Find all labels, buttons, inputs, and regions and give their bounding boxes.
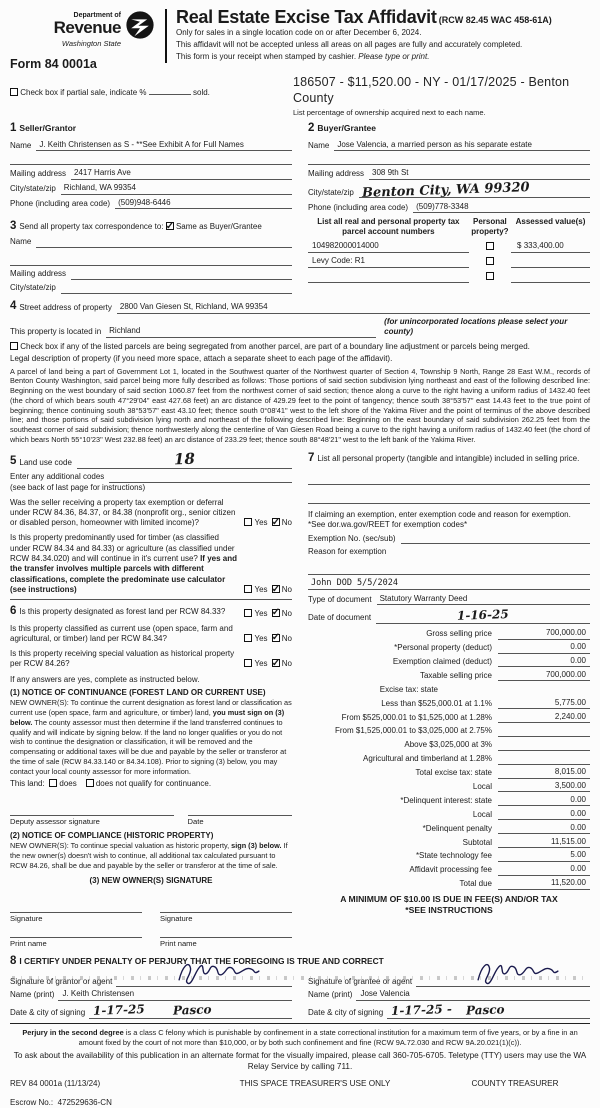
segregated-checkbox: [10, 342, 18, 350]
q-currentuse-yes-checkbox: [244, 634, 252, 642]
owner2-signature-field: [160, 899, 292, 913]
street-address-field: 2800 Van Giesen St, Richland, WA 99354: [117, 302, 590, 313]
personal-property-line1: [308, 475, 590, 485]
form-number: Form 84 0001a: [10, 56, 97, 71]
timber-agriculture-question: Is this property predominantly used for timber (as classified under RCW 84.34 and 84.33) or agriculture (as classified under RCW 84.34.020) and will continue in it's current use? If yes and the transfer involves multiple parcels with different classifications, complete the predominate use calculator (see instructions) Yes ✓ No: [10, 533, 292, 595]
deputy-assessor-signature-field: [10, 802, 174, 816]
legal-description: A parcel of land being a part of Government Lot 1, located in the Southwest quarter of the Northwest quarter of Section 4, Township 9 North, Range 28 East W.M., records of Benton County Washington, said parcel being more fully described as follows: Those portions of said section subdivision lying northeast and east of the following described line: Beginning on the west boundary of said section 1060.87 feet from the northwest corner of said section; thence along a curve to the right having a uniform radius of 1432.40 feet (the chord of which bears south 47°29'04" east 427.68 feet) an arc distance of 429.29 feet to the point of tangency; thence south 38°53'57" east 14.43 feet to the true point of beginning; thence continuing south 38°53'57" east 43.10 feet; thence south 0°08'41" west to the left shore of the Yakima River and the point of terminus of the above described line; and those portions of said subdivision lying north and northeast of the following described line: Beginning on the east boundary of said subdivision 262.25 feet from the southeast corner of said subdivision; thence northwesterly along the centerline of Van Giesen Road being a curve to the right having a uniform radius of 1432.40 feet (the chord of which bears North 55°10'23" West 232.88 feet) an arc distance of 233.29 feet; thence south 88°48'21" west to the left bank of the Yakima River.: [10, 366, 590, 445]
q-timber-no-checkbox: [272, 585, 280, 593]
located-in-field: Richland: [106, 326, 376, 337]
exemption-no-field: [401, 534, 590, 544]
fin-row: Taxable selling price 700,000.00: [308, 667, 590, 681]
notice1-title: (1) NOTICE OF CONTINUANCE (FOREST LAND OR CURRENT USE): [10, 687, 266, 697]
county-note: (for unincorporated locations please select your county): [384, 317, 568, 337]
corr-name2-field: [10, 256, 292, 266]
agency-name: Revenue: [53, 18, 121, 38]
scan-artifact: [12, 976, 588, 980]
fin-row: Subtotal 11,515.00: [308, 834, 590, 848]
personal-property-col-header: Personal property?: [471, 217, 509, 237]
section-correspondence: 3 Send all property tax correspondence to: ✓ Same as Buyer/Grantee Name Mailing address City/state/zip: [10, 217, 292, 294]
exemption-note: If claiming an exemption, enter exemption code and reason for exemption. *See dor.wa.gov/REET for exemption codes*: [308, 509, 571, 530]
buyer-name-field: Jose Valencia, a married person as his separate estate: [334, 140, 590, 151]
section-seller: 1 Seller/Grantor Name J. Keith Christensen as S - **See Exhibit A for Full Names Mailing address 2417 Harris Ave City/state/zip Richland, WA 99354 Phone (including area code) (509)948-6446: [10, 121, 292, 213]
seller-heading: Seller/Grantor: [19, 123, 77, 134]
fin-row: From $1,525,000.01 to $3,025,000 at 2.75%: [308, 723, 590, 737]
buyer-heading: Buyer/Grantee: [317, 123, 376, 134]
header-line3: This form is your receipt when stamped by cashier. Please type or print.: [176, 51, 430, 61]
q-currentuse-no-checkbox: [272, 634, 280, 642]
q-historical-no-checkbox: [272, 659, 280, 667]
corr-name-field: [36, 238, 292, 248]
new-owners-signature-title: (3) NEW OWNER(S) SIGNATURE: [89, 876, 213, 886]
forest-land-question: 6 Is this property designated as forest land per RCW 84.33? Yes ✓ No: [10, 604, 292, 619]
seller-city-field: Richland, WA 99354: [61, 183, 292, 194]
buyer-phone-field: (509)778-3348: [413, 202, 590, 213]
grantor-city-handwriting: Pasco: [172, 1002, 212, 1019]
buyer-city-handwriting: Benton City, WA 99320: [361, 179, 530, 201]
county-treasurer-label: COUNTY TREASURER: [471, 1079, 559, 1089]
additional-codes-field: [109, 473, 292, 483]
section-buyer: 2 Buyer/Grantee Name Jose Valencia, a married person as his separate estate Mailing address 308 9th St City/state/zip Benton City, WA 99320 Phone (including area code) (509)778-3348: [308, 121, 590, 213]
left-column: 5 Land use code 18 Enter any additional codes (see back of last page for instructions) Was the seller receiving a property tax exemption or deferral under RCW 84.36, 84.37, or 84.38 (nonprofit org., senior citizen or disabled person, homeowner with limited income)? Yes ✓ No Is this property predominantly used for timber (as classified under RCW 84.34 and 84.33) or agriculture (as classified under RCW 84.34.020) and will continue in it's current use? If yes and the transfer involves multiple parcels with different classifications, complete the predominate use calculator (see instructions) Yes ✓ No 6 Is this property designated as forest land per RCW 84.33? Yes ✓ No Is this property classified as current use (open space, farm and agricultural, or timber) land per RCW 84.34? Yes ✓ No Is this property receiving special valuation as historical property per RCW 84.26? Yes ✓ No If any answers are yes, complete as instructed below. (1) NOTICE OF CONTINUANCE (FOREST LAND OR CURRENT USE) NEW OWNER(S): To continue the current designation as forest land or classification as current use (open space, farm and agriculture, or timber) land, you must sign on (3) below. The county assessor must then determine if the land transferred continues to qualify and will indicate by signing below. If the land no longer qualifies or you do not wish to continue the designation or classification, it will be removed and the compensating or additional taxes will be due and payable by the seller or transferor at the time of sale (RCW 84.33.140 or 84.34.108). Prior to signing (3) below, you may contact your local county assessor for more information. This land: does does not qualify for continuance. Deputy assessor signature Date (2) NOTICE OF COMPLIANCE (HISTORIC PROPERTY) NEW OWNER(S): To continue special valuation as historic property, sign (3) below. If the new owner(s) doesn't wish to continue, all additional tax calculated pursuant to RCW 84.26, shall be due and payable by the seller or transferor at the time of sale. (3) NEW OWNER(S) SIGNATURE Signature Signature Print name Print name: [10, 451, 292, 949]
reason-for-exemption-label: Reason for exemption: [308, 547, 387, 557]
fin-row: *State technology fee 5.00: [308, 848, 590, 862]
assessor-date-field: [188, 802, 292, 816]
owner1-printname-field: [10, 928, 142, 938]
owner-printname-row: Print name Print name: [10, 928, 292, 949]
q-historical-yes-checkbox: [244, 659, 252, 667]
fin-row: Affidavit processing fee 0.00: [308, 862, 590, 876]
fin-row: Less than $525,000.01 at 1.1% 5,775.00: [308, 695, 590, 709]
legal-description-label: Legal description of property (if you need more space, attach a separate sheet to each page of the affidavit).: [10, 354, 393, 364]
buyer-name2-field: [308, 155, 590, 165]
agency-top-label: Department of: [73, 12, 121, 19]
land-qualify-line: This land: does does not qualify for continuance.: [10, 779, 212, 789]
parcel-col-header: List all real and personal property tax parcel account numbers: [317, 217, 460, 237]
partial-sale-line: Check box if partial sale, indicate % sold.: [10, 74, 265, 117]
perjury-note: Perjury in the second degree is a class C felony which is punishable by confinement in a state correctional institution for a maximum term of five years, or by a fine in an amount fixed by the court of not more than $10,000, or by both such confinement and fine (RCW 9A.72.030 and RCW 9A.20.021(1)(c)).: [22, 1027, 578, 1047]
land-does-checkbox: [49, 779, 57, 787]
grantor-date-handwriting: 1-17-25: [92, 1002, 146, 1019]
assessed-value-col-header: Assessed value(s): [515, 217, 586, 227]
seller-phone-field: (509)948-6446: [115, 198, 292, 209]
fin-row: Above $3,025,000 at 3%: [308, 737, 590, 751]
doc-date-field: [376, 607, 590, 624]
doc-type-field: Statutory Warranty Deed: [377, 594, 590, 605]
additional-codes-note: (see back of last page for instructions): [10, 482, 146, 492]
owner2-printname-field: [160, 928, 292, 938]
q-forest-yes-checkbox: [244, 609, 252, 617]
reason-line2: John DOD 5/5/2024: [308, 578, 590, 590]
fin-row: Gross selling price 700,000.00: [308, 626, 590, 640]
parcel-1-personal-checkbox: [486, 257, 494, 265]
parcel-table: [308, 217, 590, 294]
see-instructions-note: *SEE INSTRUCTIONS: [405, 904, 493, 915]
buyer-city-field: [359, 179, 590, 201]
cashier-stamp: 186507 - $11,520.00 - NY - 01/17/2025 - Benton County: [293, 75, 570, 106]
grantor-date-field: [89, 1002, 292, 1019]
fin-row: Total excise tax: state 8,015.00: [308, 765, 590, 779]
grantee-date-handwriting: 1-17-25 -: [390, 1002, 453, 1019]
grantee-signature: [468, 959, 568, 988]
corr-mailing-field: [71, 270, 292, 280]
historical-question: Is this property receiving special valuation as historical property per RCW 84.26? Yes ✓ No: [10, 649, 292, 670]
personal-property-label: List all personal property (tangible and intangible) included in selling price.: [317, 453, 580, 463]
personal-property-line2: [308, 494, 590, 504]
fin-row: Excise tax: state: [379, 684, 438, 694]
seller-mailing-field: 2417 Harris Ave: [71, 168, 292, 179]
partial-sale-percent-field: [149, 85, 191, 95]
parcel-row: 104982000014000 $ 333,400.00: [308, 238, 590, 253]
notice1-body: NEW OWNER(S): To continue the current designation as forest land or classification as current use (open space, farm and agriculture, or timber) land, you must sign on (3) below. The county assessor must then determine if the land transferred continues to qualify and will indicate by signing below. If the land no longer qualifies or you do not wish to continue the designation or classification, it will be removed and the compensating or additional taxes will be due and payable by the seller or transferor at the time of sale (RCW 84.33.140 or 84.34.108). Prior to signing (3) below, you may contact your local county assessor for more information.: [10, 698, 292, 776]
grantee-city-handwriting: Pasco: [465, 1002, 505, 1019]
seller-name2-field: [10, 155, 292, 165]
treasurer-space-label: THIS SPACE TREASURER'S USE ONLY: [239, 1079, 391, 1089]
header-line2: This affidavit will not be accepted unless all areas on all pages are fully and accurately completed.: [176, 40, 523, 50]
escrow-number: 472529636-CN: [57, 1097, 112, 1107]
agency-sub: Washington State: [61, 39, 121, 49]
divider: [10, 599, 292, 600]
fin-row: *Delinquent penalty 0.00: [308, 820, 590, 834]
exemption-deferral-question: Was the seller receiving a property tax exemption or deferral under RCW 84.36, 84.37, or 84.38 (nonprofit org., senior citizen or disabled person, homeowner with limited income)? Yes ✓ No: [10, 498, 292, 529]
fin-row: Local 0.00: [308, 806, 590, 820]
alt-format-note: To ask about the availability of this publication in an alternate format for the visually impaired, please call 360-705-6705. Teletype (TTY) users may use the WA Relay Service by calling 711.: [13, 1051, 587, 1072]
parcel-0-personal-checkbox: [486, 242, 494, 250]
ownership-note: List percentage of ownership acquired next to each name.: [293, 107, 486, 117]
fin-row: Agricultural and timberland at 1.28%: [308, 751, 590, 765]
fin-row: Local 3,500.00: [308, 779, 590, 793]
land-use-field: [77, 450, 292, 469]
q-exemption-yes-checkbox: [244, 518, 252, 526]
parcel-row: Levy Code: R1: [308, 253, 590, 268]
q-timber-yes-checkbox: [244, 585, 252, 593]
stamp-row: [10, 74, 590, 117]
header-divider: [165, 9, 167, 63]
buyer-mailing-field: 308 9th St: [369, 168, 590, 179]
footer-divider: [10, 1023, 590, 1024]
fin-row: Exemption claimed (deduct) 0.00: [308, 654, 590, 668]
grantor-signature: [169, 959, 269, 988]
notice2-body: NEW OWNER(S): To continue special valuation as historic property, sign (3) below. If the new owner(s) doesn't wish to continue, all additional tax calculated pursuant to RCW 84.26, shall be due and payable by the seller or transferor at the time of sale.: [10, 841, 288, 870]
notice2-title: (2) NOTICE OF COMPLIANCE (HISTORIC PROPERTY): [10, 830, 214, 840]
fin-row: *Delinquent interest: state 0.00: [308, 792, 590, 806]
land-does-not-checkbox: [86, 779, 94, 787]
land-use-handwriting: 18: [173, 450, 196, 469]
rev-number: REV 84 0001a (11/13/24): [10, 1079, 101, 1089]
dor-logo-icon: [124, 9, 156, 44]
fin-row: *Personal property (deduct) 0.00: [308, 640, 590, 654]
grantor-name-field: J. Keith Christensen: [58, 989, 292, 1000]
section-certify: 8 I CERTIFY UNDER PENALTY OF PERJURY THAT THE FOREGOING IS TRUE AND CORRECT Signature of grantor or agent Name (print) J. Keith Christensen Date & city of signing 1-17-25 Pasco Signature of grantee or agent Name (print) Jose Valencia Date & city of signing 1-17-25 - Pasco: [10, 954, 590, 1019]
financial-table: [308, 626, 590, 890]
escrow-line: Escrow No.: 472529636-CN: [10, 1097, 112, 1107]
parcel-2-personal-checkbox: [486, 272, 494, 280]
partial-sale-checkbox: [10, 88, 18, 96]
fin-row: Total due 11,520.00: [308, 876, 590, 890]
q-exemption-no-checkbox: [272, 518, 280, 526]
grantee-date-field: [387, 1002, 590, 1019]
assessor-sign-row: Deputy assessor signature Date: [10, 802, 292, 827]
parcel-row: [308, 268, 590, 283]
seller-name-field: J. Keith Christensen as S - **See Exhibit A for Full Names: [36, 140, 292, 151]
right-column: 7 List all personal property (tangible and intangible) included in selling price. If claiming an exemption, enter exemption code and reason for exemption. *See dor.wa.gov/REET for exemption codes* Exemption No. (sec/sub) Reason for exemption John DOD 5/5/2024 Type of document Statutory Warranty Deed Date of document 1-16-25 Gross selling price 700,000.00 *Personal property (deduct) 0.00 Exemption claimed (deduct) 0.00 Taxable selling price 700,000.00 Excise tax: state Less than $525,000.01 at 1.1% 5,775.00 From $525,000.01 to $1,525,000 at 1.28% 2,240.00 From $1,525,000.01 to $3,025,000 at 2.75% Above $3,025,000 at 3% Agricultural and timberland at 1.28% Total excise tax: state 8,015.00 Local 3,500.00 *Delinquent interest: state 0.00 Local 0.00 *Delinquent penalty 0.00 Subtotal 11,515.00 *State technology fee 5.00 Affidavit processing fee 0.00 Total due 11,520.00 A MINIMUM OF $10.00 IS DUE IN FEE(S) AND/OR TAX *SEE INSTRUCTIONS: [308, 451, 590, 949]
corr-city-field: [61, 284, 292, 294]
owner1-signature-field: [10, 899, 142, 913]
minimum-fee-note: A MINIMUM OF $10.00 IS DUE IN FEE(S) AND/OR TAX: [340, 893, 558, 904]
q-forest-no-checkbox: [272, 609, 280, 617]
section-property: 4 Street address of property 2800 Van Giesen St, Richland, WA 99354 This property is located in Richland (for unincorporated locations please select your county) Check box if any of the listed parcels are being segregated from another parcel, are part of a boundary line adjustment or parcels being merged. Legal description of property (if you need more space, attach a separate sheet to each page of the affidavit). A parcel of land being a part of Government Lot 1, located in the Southwest quarter of the Northwest quarter of Section 4, Township 9 North, Range 28 East W.M., records of Benton County Washington, said parcel being more fully described as follows: Those portions of said section subdivision lying northeast and east of the following described line: Beginning on the west boundary of said section 1060.87 feet from the northwest corner of said section; thence along a curve to the right having a uniform radius of 1432.40 feet (the chord of which bears south 47°29'04" east 427.68 feet) an arc distance of 429.29 feet to the point of tangency; thence south 38°53'57" east 14.43 feet to the true point of beginning; thence continuing south 38°53'57" east 43.10 feet; thence south 0°08'41" west to the left shore of the Yakima River and the point of terminus of the above described line; and those portions of said subdivision lying north and northeast of the following described line: Beginning on the east boundary of said subdivision 262.25 feet from the southeast corner of said subdivision; thence northwesterly along the centerline of Van Giesen Road being a curve to the right having a uniform radius of 1432.40 feet (the chord of which bears North 55°10'23" West 232.88 feet) an arc distance of 233.29 feet; thence south 88°48'21" west to the left bank of the Yakima River.: [10, 299, 590, 445]
grantee-name-field: Jose Valencia: [356, 989, 590, 1000]
footer-row: [10, 1079, 590, 1090]
certify-title: I CERTIFY UNDER PENALTY OF PERJURY THAT THE FOREGOING IS TRUE AND CORRECT: [19, 955, 384, 966]
same-as-buyer-checkbox: [166, 222, 174, 230]
fin-row: From $525,000.01 to $1,525,000 at 1.28% 2,240.00: [308, 709, 590, 723]
header: [10, 6, 590, 72]
dor-logo-block: [10, 6, 156, 72]
if-yes-note: If any answers are yes, complete as instructed below.: [10, 674, 200, 684]
reason-line1: [308, 565, 590, 575]
owner-signature-row: Signature Signature: [10, 899, 292, 924]
doc-date-handwriting: 1-16-25: [456, 607, 510, 624]
form-title: Real Estate Excise Tax Affidavit: [176, 7, 437, 27]
form-title-rcw: (RCW 82.45 WAC 458-61A): [438, 15, 552, 25]
current-use-question: Is this property classified as current use (open space, farm and agricultural, or timber) land per RCW 84.34? Yes ✓ No: [10, 624, 292, 645]
header-line1: Only for sales in a single location code on or after December 6, 2024.: [176, 28, 422, 38]
